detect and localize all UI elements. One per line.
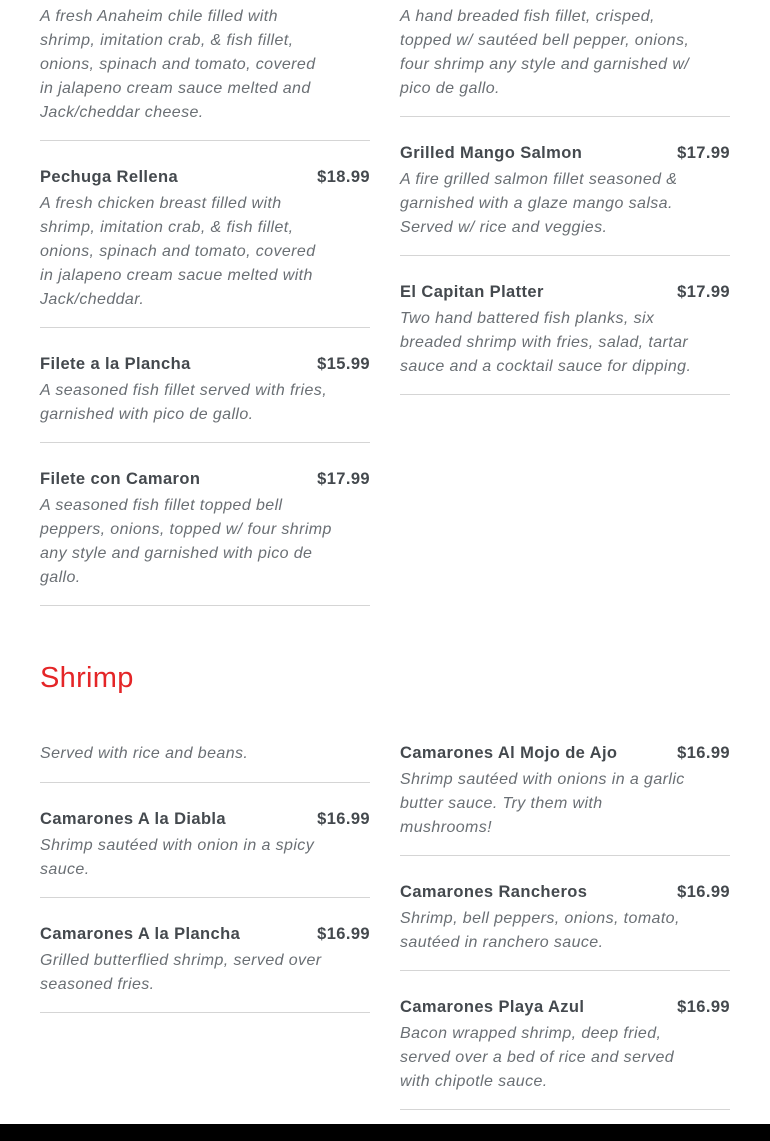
menu-column-right (400, 0, 730, 395)
section-note: Served with rice and beans. (40, 741, 370, 783)
section-columns (40, 741, 730, 1110)
item-name: Camarones A la Plancha (40, 925, 241, 943)
item-name: Camarones Rancheros (400, 883, 588, 901)
menu-item-partial (40, 0, 370, 141)
menu-item-header (400, 996, 730, 1018)
item-price: $17.99 (677, 283, 730, 301)
menu-item (400, 856, 730, 971)
item-description: A fresh Anaheim chile filled with shrimp, imitation crab, & fish fillet, onions, spinach and tomato, covered in jalapeno cream sauce melted and Jack/cheddar cheese. (40, 8, 316, 121)
menu-item-header (40, 468, 370, 490)
section-heading-shrimp: Shrimp (40, 662, 134, 694)
item-name: Grilled Mango Salmon (400, 144, 583, 162)
menu-item (400, 117, 730, 256)
item-name: Camarones A la Diabla (40, 810, 226, 828)
item-description: A fresh chicken breast filled with shrimp, imitation crab, & fish fillet, onions, spinach and tomato, covered in jalapeno cream sacue melted with Jack/cheddar. (40, 195, 316, 308)
menu-item-header (40, 923, 370, 945)
item-description: A fire grilled salmon fillet seasoned & garnished with a glaze mango salsa. Served w/ rice and veggies. (400, 171, 678, 236)
menu-item (40, 443, 370, 606)
menu-item-header (400, 281, 730, 303)
menu-item-header (400, 881, 730, 903)
menu-item (40, 328, 370, 443)
item-price: $17.99 (317, 470, 370, 488)
item-price: $16.99 (677, 998, 730, 1016)
item-description: Grilled butterflied shrimp, served over seasoned fries. (40, 952, 322, 993)
item-name: Camarones Al Mojo de Ajo (400, 744, 618, 762)
menu-item (400, 256, 730, 395)
menu-item-partial (400, 0, 730, 117)
menu-item (40, 898, 370, 1013)
item-description: Shrimp, bell peppers, onions, tomato, sautéed in ranchero sauce. (400, 910, 680, 951)
menu-item-header (400, 742, 730, 764)
menu-section-shrimp (0, 661, 770, 1110)
menu-item-header (40, 353, 370, 375)
footer-bar (0, 1124, 770, 1141)
item-description: Shrimp sautéed with onion in a spicy sauce. (40, 837, 315, 878)
item-price: $15.99 (317, 355, 370, 373)
menu-item-header (400, 142, 730, 164)
section-columns (40, 0, 730, 606)
item-price: $16.99 (317, 925, 370, 943)
item-description: A seasoned fish fillet topped bell peppers, onions, topped w/ four shrimp any style and garnished with pico de gallo. (40, 497, 332, 586)
item-price: $16.99 (677, 744, 730, 762)
menu-column-left (40, 741, 370, 1013)
menu-item (40, 783, 370, 898)
item-description: Shrimp sautéed with onions in a garlic butter sauce. Try them with mushrooms! (400, 771, 685, 836)
menu-item (400, 741, 730, 856)
menu-item-header (40, 166, 370, 188)
item-price: $16.99 (677, 883, 730, 901)
item-description: Bacon wrapped shrimp, deep fried, served over a bed of rice and served with chipotle sauce. (400, 1025, 675, 1090)
item-name: Filete a la Plancha (40, 355, 191, 373)
item-description: Two hand battered fish planks, six breaded shrimp with fries, salad, tartar sauce and a cocktail sauce for dipping. (400, 310, 692, 375)
menu-column-right (400, 741, 730, 1110)
item-name: Camarones Playa Azul (400, 998, 585, 1016)
menu-item (400, 971, 730, 1110)
item-price: $18.99 (317, 168, 370, 186)
item-price: $16.99 (317, 810, 370, 828)
item-description: A seasoned fish fillet served with fries, garnished with pico de gallo. (40, 382, 328, 423)
item-price: $17.99 (677, 144, 730, 162)
menu-item (40, 141, 370, 328)
menu-item-header (40, 808, 370, 830)
item-name: Pechuga Rellena (40, 168, 179, 186)
menu-column-left (40, 0, 370, 606)
item-name: Filete con Camaron (40, 470, 201, 488)
item-description: A hand breaded fish fillet, crisped, topped w/ sautéed bell pepper, onions, four shrimp any style and garnished w/ pico de gallo. (400, 8, 690, 97)
item-name: El Capitan Platter (400, 283, 544, 301)
